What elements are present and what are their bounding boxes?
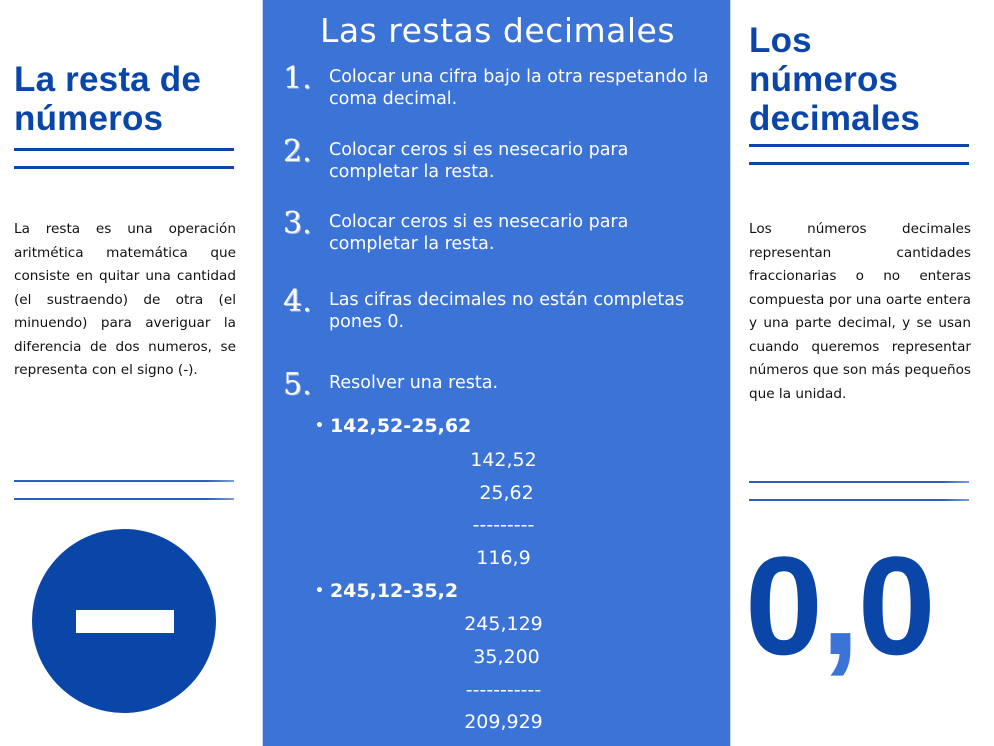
right-heading-line2: números [749, 60, 899, 99]
step-number: 2. [283, 134, 312, 169]
example-expression: 142,52-25,62 [329, 415, 472, 437]
divider-line [14, 498, 234, 500]
divider-line [749, 144, 969, 147]
calc-result: 116,9 [476, 547, 531, 569]
decimal-number-graphic [745, 526, 934, 686]
right-heading [749, 21, 920, 138]
left-heading [14, 60, 201, 138]
divider-line [14, 166, 234, 169]
step-text: Las cifras decimales no están completas pones 0. [329, 290, 685, 332]
calc-minuend: 142,52 [470, 449, 537, 471]
step-text: Colocar ceros si es nesecario para completar la resta. [329, 212, 629, 254]
bullet-icon: • [315, 583, 324, 599]
step-number: 1. [283, 61, 312, 96]
minus-sign [76, 610, 174, 633]
calc-result: 209,929 [464, 711, 543, 733]
calc-separator: --------- [472, 514, 535, 536]
step-number: 4. [283, 284, 312, 319]
calc-subtrahend: 35,200 [467, 646, 540, 668]
decimal-fraction-part: 0 [857, 527, 934, 684]
right-heading-line1: Los [749, 21, 812, 60]
bullet-icon: • [315, 418, 324, 434]
minus-circle-icon [32, 529, 216, 713]
calc-separator: ----------- [465, 679, 542, 701]
step-text: Colocar una cifra bajo la otra respetando la coma decimal. [329, 67, 709, 109]
calc-minuend: 245,129 [464, 613, 543, 635]
middle-panel [262, 0, 731, 746]
divider-line [14, 148, 234, 151]
example-title [315, 579, 458, 603]
divider-line [749, 481, 969, 483]
step-number: 5. [283, 367, 312, 402]
right-heading-line3: decimales [749, 99, 921, 138]
example-title [315, 414, 471, 438]
divider-line [749, 162, 969, 165]
divider-line [749, 499, 969, 501]
middle-title: Las restas decimales [319, 11, 676, 50]
resta-description: La resta es una operación aritmética matemática que consiste en quitar una cantidad (el sustraendo) de otra (el minuendo) para averiguar la diferencia de dos numeros, se representa con el signo (-). [14, 221, 236, 378]
example-expression: 245,12-35,2 [329, 580, 459, 602]
decimal-integer-part: 0 [745, 527, 821, 684]
left-heading-line2: números [14, 99, 164, 138]
step-text: Resolver una resta. [329, 373, 499, 393]
left-heading-line1: La resta de [14, 60, 202, 99]
decimal-comma: , [820, 527, 858, 684]
calc-subtrahend: 25,62 [473, 482, 534, 504]
step-number: 3. [283, 206, 312, 241]
left-panel [0, 0, 262, 746]
divider-line [14, 480, 234, 482]
decimales-description: Los números decimales representan cantidades fraccionarias o no enteras compuesta por una oarte entera y una parte decimal, y se usan cuando queremos representar números que son más pequeños que la unidad. [749, 221, 971, 402]
step-text: Colocar ceros si es nesecario para completar la resta. [329, 140, 629, 182]
